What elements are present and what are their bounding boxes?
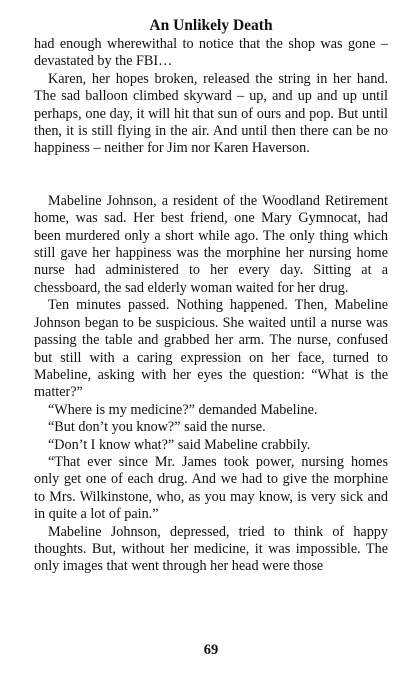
paragraph: “Where is my medicine?” demanded Mabeline. bbox=[48, 401, 318, 418]
running-head: An Unlikely Death bbox=[149, 17, 273, 34]
paragraph: Mabeline Johnson, a resident of the Woodland Retirement home, was sad. Her best friend, one Mary Gymnocat, had been murdered only a short while ago. The only thing which still gave her happiness was the morphine her nursing home nurse had administered to her every day. Sitting at a chessboard, the sad elderly woman waited for her drug. bbox=[34, 192, 388, 296]
paragraph: Karen, her hopes broken, released the string in her hand. The sad balloon climbed skyward – up, and up and up until perhaps, one day, it will hit that sun of ours and pop. But until then, it is still flying in the air. And until then there can be no happiness – neither for Jim nor Karen Haverson. bbox=[34, 70, 388, 157]
paragraph: Ten minutes passed. Nothing happened. Then, Mabeline Johnson began to be suspicious. She waited until a nurse was passing the table and grabbed her arm. The nurse, confused but still with a caring expression on her face, turned to Mabeline, asking with her eyes the question: “What is the matter?” bbox=[34, 297, 388, 401]
paragraph: had enough wherewithal to notice that the shop was gone – devastated by the FBI… bbox=[34, 36, 388, 70]
page-number: 69 bbox=[203, 642, 219, 658]
scene-break bbox=[34, 158, 388, 193]
paragraph: “That ever since Mr. James took power, nursing homes only get one of each drug. And we had to give the morphine to Mrs. Wilkinstone, who, as you may know, is very sick and in quite a lot of pain.” bbox=[34, 453, 388, 523]
paragraph: “But don’t you know?” said the nurse. bbox=[48, 419, 266, 436]
book-page bbox=[34, 17, 388, 667]
paragraph: Mabeline Johnson, depressed, tried to think of happy thoughts. But, without her medicine, it was impossible. The only images that went through her head were those bbox=[34, 523, 388, 575]
paragraph: “Don’t I know what?” said Mabeline crabbily. bbox=[48, 436, 311, 453]
body-text bbox=[34, 36, 388, 576]
